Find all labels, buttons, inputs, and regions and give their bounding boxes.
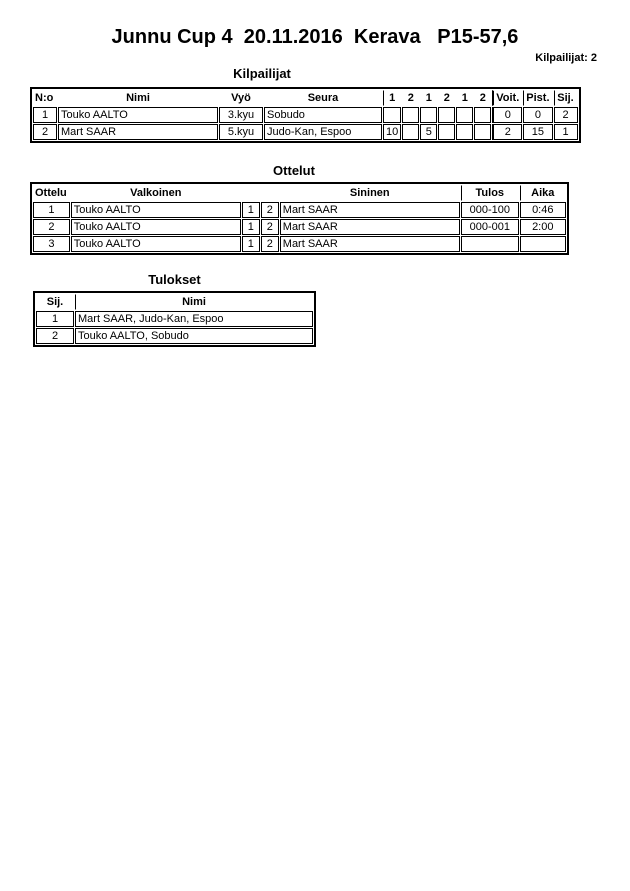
cell-pist: 0 xyxy=(523,107,552,123)
cell-ottelu: 2 xyxy=(33,219,70,235)
cell-score-1: 1 xyxy=(242,202,260,218)
ottelut-heading: Ottelut xyxy=(273,163,315,178)
col-header-vyo: Vyö xyxy=(231,92,251,104)
cell-score xyxy=(438,124,455,140)
cell-sininen: Mart SAAR xyxy=(280,236,460,252)
tulokset-row xyxy=(36,311,313,327)
cell-score xyxy=(456,124,473,140)
kilpailijat-table xyxy=(30,87,581,143)
cell-aika: 0:46 xyxy=(520,202,566,218)
kilpailijat-header-row xyxy=(33,90,578,106)
ottelut-row xyxy=(33,202,566,218)
ottelut-row xyxy=(33,236,566,252)
cell-sij: 2 xyxy=(554,107,578,123)
cell-score xyxy=(402,107,419,123)
col-header-sij: Sij. xyxy=(46,296,64,308)
ottelut-row xyxy=(33,219,566,235)
cell-vyo: 5.kyu xyxy=(219,124,263,140)
col-header-score-2: 2 xyxy=(407,92,414,104)
col-header-spacer xyxy=(261,185,279,201)
kilpailijat-heading: Kilpailijat xyxy=(233,66,291,81)
cell-score-2: 2 xyxy=(261,202,279,218)
cell-voit: 0 xyxy=(492,107,522,123)
col-header-tulos: Tulos xyxy=(461,185,519,201)
kilpailijat-row xyxy=(33,124,578,140)
cell-nimi: Mart SAAR xyxy=(58,124,218,140)
col-header-score-6: 2 xyxy=(479,92,486,104)
col-header-ottelu: Ottelu xyxy=(35,187,67,199)
cell-sij: 2 xyxy=(36,328,74,344)
cell-nimi: Touko AALTO, Sobudo xyxy=(75,328,313,344)
cell-vyo: 3.kyu xyxy=(219,107,263,123)
tulokset-row xyxy=(36,328,313,344)
page-title: Junnu Cup 4 20.11.2016 Kerava P15-57,6 xyxy=(111,26,519,48)
cell-sininen: Mart SAAR xyxy=(280,202,460,218)
col-header-score-5: 1 xyxy=(461,92,468,104)
cell-pist: 15 xyxy=(523,124,552,140)
cell-tulos: 000-100 xyxy=(461,202,519,218)
cell-score: 5 xyxy=(420,124,437,140)
cell-score xyxy=(420,107,437,123)
col-header-no: N:o xyxy=(35,92,54,104)
cell-sij: 1 xyxy=(36,311,74,327)
tulokset-heading: Tulokset xyxy=(148,272,201,287)
col-header-score-1: 1 xyxy=(383,90,401,106)
col-header-sij: Sij. xyxy=(554,90,578,106)
cell-score xyxy=(474,107,491,123)
ottelut-header-row xyxy=(33,185,566,201)
cell-score-2: 2 xyxy=(261,236,279,252)
col-header-nimi: Nimi xyxy=(126,92,150,104)
cell-score: 10 xyxy=(383,124,401,140)
cell-score xyxy=(438,107,455,123)
cell-nimi: Mart SAAR, Judo-Kan, Espoo xyxy=(75,311,313,327)
cell-ottelu: 3 xyxy=(33,236,70,252)
kilpailijat-row xyxy=(33,107,578,123)
cell-seura: Judo-Kan, Espoo xyxy=(264,124,382,140)
col-header-aika: Aika xyxy=(520,185,566,201)
cell-aika xyxy=(520,236,566,252)
cell-valkoinen: Touko AALTO xyxy=(71,202,241,218)
cell-score-2: 2 xyxy=(261,219,279,235)
col-header-score-3: 1 xyxy=(425,92,432,104)
cell-no: 1 xyxy=(33,107,57,123)
col-header-valkoinen: Valkoinen xyxy=(130,187,182,199)
cell-tulos xyxy=(461,236,519,252)
cell-score xyxy=(383,107,401,123)
col-header-pist: Pist. xyxy=(523,90,552,106)
ottelut-table xyxy=(30,182,569,255)
cell-valkoinen: Touko AALTO xyxy=(71,219,241,235)
col-header-sininen: Sininen xyxy=(349,187,390,199)
cell-ottelu: 1 xyxy=(33,202,70,218)
cell-score xyxy=(402,124,419,140)
cell-no: 2 xyxy=(33,124,57,140)
tulokset-table xyxy=(33,291,316,347)
cell-score xyxy=(456,107,473,123)
competitor-count-label: Kilpailijat: 2 xyxy=(535,52,597,64)
cell-tulos: 000-001 xyxy=(461,219,519,235)
col-header-seura: Seura xyxy=(307,92,339,104)
tulokset-header-row xyxy=(36,294,313,310)
cell-aika: 2:00 xyxy=(520,219,566,235)
col-header-score-4: 2 xyxy=(443,92,450,104)
cell-sininen: Mart SAAR xyxy=(280,219,460,235)
cell-seura: Sobudo xyxy=(264,107,382,123)
cell-sij: 1 xyxy=(554,124,578,140)
col-header-nimi: Nimi xyxy=(75,294,313,310)
cell-voit: 2 xyxy=(492,124,522,140)
cell-valkoinen: Touko AALTO xyxy=(71,236,241,252)
cell-score xyxy=(474,124,491,140)
cell-score-1: 1 xyxy=(242,236,260,252)
col-header-voit: Voit. xyxy=(492,90,522,106)
cell-score-1: 1 xyxy=(242,219,260,235)
cell-nimi: Touko AALTO xyxy=(58,107,218,123)
col-header-spacer xyxy=(242,185,260,201)
